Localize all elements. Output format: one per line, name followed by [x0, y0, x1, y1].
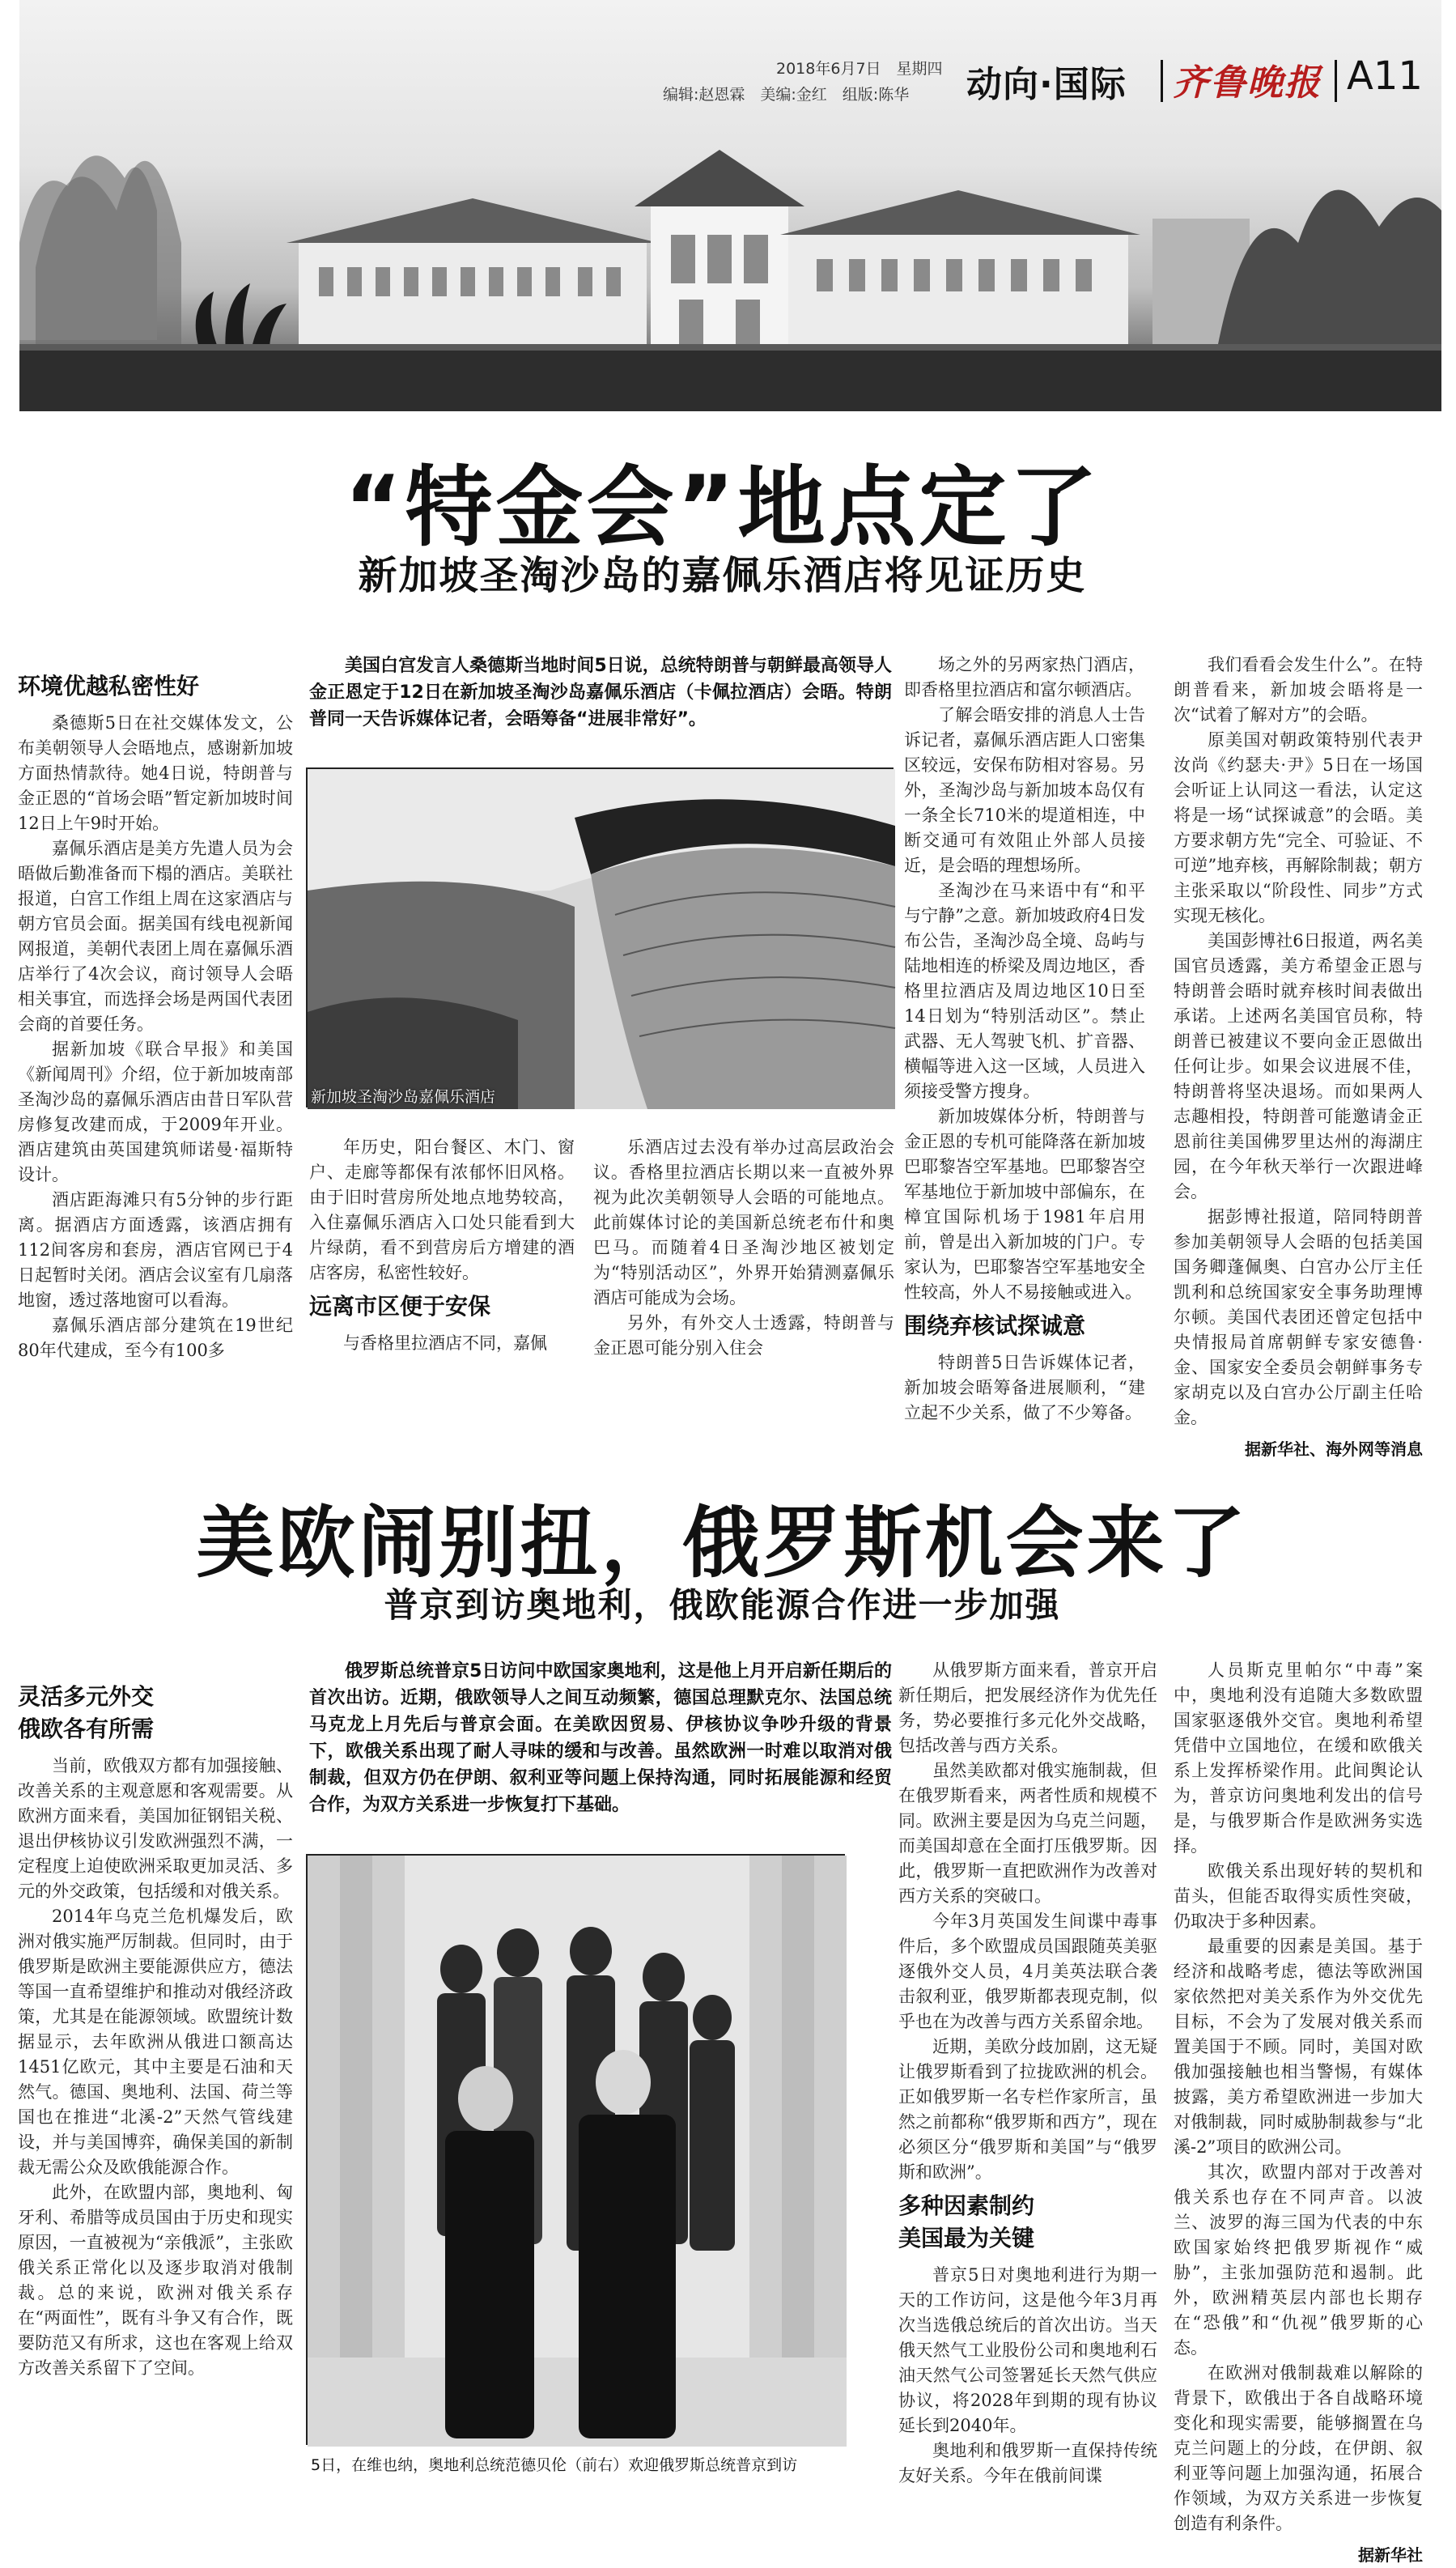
- story1-subhead: 新加坡圣淘沙岛的嘉佩乐酒店将见证历史: [358, 553, 1087, 598]
- hotel-photo: [306, 767, 894, 1108]
- paragraph: 了解会晤安排的消息人士告诉记者，嘉佩乐酒店距人口密集区较远，安保布防相对容易。另外，圣淘沙岛与新加坡本岛仅有一条全长710米的堤道相连，中断交通可有效阻止外部人员接近，是会晤的理想场所。: [904, 705, 1145, 875]
- hotel-photo-graphic: [308, 769, 895, 1109]
- putin-vienna-photo-graphic: [308, 1856, 847, 2447]
- paragraph: 原美国对朝政策特别代表尹汝尚《约瑟夫·尹》5日在一场国会听证上认同这一看法，认定这将是一场“试探诚意”的会晤。美方要求朝方先“完全、可验证、不可逆”地弃核，再解除制裁；朝方主张采取以“阶段性、同步”方式实现无核化。: [1174, 730, 1423, 925]
- paragraph: 圣淘沙在马来语中有“和平与宁静”之意。新加坡政府4日发布公告，圣淘沙岛全境、岛屿与陆地相连的桥梁及周边地区，香格里拉酒店及周边地区10日至14日划为“特别活动区”。禁止武器、无人驾驶飞机、扩音器、横幅等进入这一区域，人员进入须接受警方搜身。: [904, 881, 1145, 1101]
- section-heading: 多种因素制约: [898, 2192, 1035, 2219]
- story2-column-2: [898, 1658, 1157, 2485]
- story2-headline: 美欧闹别扭，俄罗斯机会来了: [196, 1498, 1249, 1588]
- lead-paragraph: 俄罗斯总统普京5日访问中欧国家奥地利，这是他上月开启新任期后的首次出访。近期，俄欧领导人之间互动频繁，德国总理默克尔、法国总统马克龙上月先后与普京会面。在美欧因贸易、伊核协议争吵升级的背景下，欧俄关系出现了耐人寻味的缓和与改善。虽然欧洲一时难以取消对俄制裁，但双方仍在伊朗、叙利亚等问题上保持沟通，同时拓展能源和经贸合作，为双方关系进一步恢复打下基础。: [309, 1661, 892, 1815]
- section-heading: 围绕弃核试探诚意: [904, 1312, 1086, 1339]
- editor-credits: 编辑:赵恩霖 美编:金红 组版:陈华: [663, 86, 910, 104]
- story2-lead: [309, 1658, 892, 1860]
- paragraph: 美国彭博社6日报道，两名美国官员透露，美方希望金正恩与特朗普会晤时就弃核时间表做出承诺。上述两名美国官员称，特朗普已被建议不要向金正恩做出任何让步。如果会议进展不佳，特朗普将坚决退场。而如果两人志趣相投，特朗普可能邀请金正恩前往美国佛罗里达州的海湖庄园，在今年秋天举行一次跟进峰会。: [1174, 931, 1423, 1201]
- paragraph: 虽然美欧都对俄实施制裁，但在俄罗斯看来，两者性质和规模不同。欧洲主要是因为乌克兰问题，而美国却意在全面打压俄罗斯。因此，俄罗斯一直把欧洲作为改善对西方关系的突破口。: [898, 1761, 1157, 1906]
- paragraph: 其次，欧盟内部对于改善对俄关系也存在不同声音。以波兰、波罗的海三国为代表的中东欧国家始终把俄罗斯视作“威胁”，主张加强防范和遏制。此外，欧洲精英层内部也长期存在“恐俄”和“仇视”俄罗斯的心态。: [1174, 2162, 1423, 2358]
- paragraph: 据新加坡《联合早报》和美国《新闻周刊》介绍，位于新加坡南部圣淘沙岛的嘉佩乐酒店由昔日军队营房修复改建而成，于2009年开业。酒店建筑由英国建筑师诺曼·福斯特设计。: [18, 1040, 293, 1184]
- story1-column-1: [18, 665, 293, 1443]
- paragraph: 场之外的另两家热门酒店，即香格里拉酒店和富尔顿酒店。: [904, 655, 1145, 699]
- paragraph: 另外，有外交人士透露，特朗普与金正恩可能分别入住会: [593, 1313, 894, 1358]
- section-heading: 环境优越私密性好: [18, 673, 200, 699]
- section-heading: 俄欧各有所需: [18, 1716, 155, 1742]
- page-number: A11: [1347, 53, 1423, 99]
- putin-vienna-photo: [306, 1854, 845, 2445]
- story1-column-5: [1174, 653, 1423, 1459]
- story2-subhead: 普京到访奥地利，俄欧能源合作进一步加强: [384, 1585, 1061, 1625]
- paragraph: 与香格里拉酒店不同，嘉佩: [343, 1333, 547, 1353]
- paragraph: 据彭博社报道，陪同特朗普参加美朝领导人会晤的包括美国国务卿蓬佩奥、白宫办公厅主任凯利和总统国家安全事务助理博尔顿。美国代表团还曾定包括中央情报局首席朝鲜专家安德鲁·金、国家安全委员会朝鲜事务专家胡克以及白宫办公厅副主任哈金。: [1174, 1207, 1423, 1427]
- story1-column-3: [593, 1135, 894, 1443]
- paragraph: 从俄罗斯方面来看，普京开启新任期后，把发展经济作为优先任务，势必要推行多元化外交战略，包括改善与西方关系。: [898, 1660, 1157, 1755]
- paragraph: 近期，美欧分歧加剧，这无疑让俄罗斯看到了拉拢欧洲的机会。正如俄罗斯一名专栏作家所言，虽然之前都称“俄罗斯和西方”，现在必须区分“俄罗斯和美国”与“俄罗斯和欧洲”。: [898, 2037, 1157, 2182]
- paragraph: 乐酒店过去没有举办过高层政治会议。香格里拉酒店长期以来一直被外界视为此次美朝领导人会晤的可能地点。此前媒体讨论的美国新总统老布什和奥巴马。而随着4日圣淘沙地区被划定为“特别活动区”，外界开始猜测嘉佩乐酒店可能成为会场。: [593, 1137, 894, 1307]
- paragraph: 在欧洲对俄制裁难以解除的背景下，欧俄出于各自战略环境变化和现实需要，能够搁置在乌克兰问题上的分歧，在伊朗、叙利亚等问题上加强沟通，拓展合作领域，为双方关系进一步恢复创造有利条件。: [1174, 2363, 1423, 2533]
- section-heading: 灵活多元外交: [18, 1683, 155, 1710]
- paragraph: 嘉佩乐酒店部分建筑在19世纪80年代建成，至今有100多: [18, 1316, 293, 1360]
- paragraph: 奥地利和俄罗斯一直保持传统友好关系。今年在俄前间谍: [898, 2441, 1157, 2485]
- story2-column-3: [1174, 1658, 1423, 2565]
- publication-date: 2018年6月7日 星期四: [776, 60, 943, 78]
- masthead-divider: [1335, 60, 1337, 102]
- story1-headline: “特金会”地点定了: [344, 457, 1101, 559]
- paragraph: 最重要的因素是美国。基于经济和战略考虑，德法等欧洲国家依然把对美关系作为外交优先目标，不会为了发展对俄关系而置美国于不顾。同时，美国对欧俄加强接触也相当警惕，有媒体披露，美方希望欧洲进一步加大对俄制裁，同时威胁制裁参与“北溪-2”项目的欧洲公司。: [1174, 1937, 1423, 2157]
- putin-photo-caption: 5日，在维也纳，奥地利总统范德贝伦（前右）欢迎俄罗斯总统普京到访: [311, 2456, 798, 2474]
- paragraph: 嘉佩乐酒店是美方先遣人员为会晤做后勤准备而下榻的酒店。美联社报道，白宫工作组上周在这家酒店与朝方官员会面。据美国有线电视新闻网报道，美朝代表团上周在嘉佩乐酒店举行了4次会议，商讨领导人会晤相关事宜，而选择会场是两国代表团会商的首要任务。: [18, 839, 293, 1034]
- paragraph: 欧俄关系出现好转的契机和苗头，但能否取得实质性突破，仍取决于多种因素。: [1174, 1861, 1423, 1931]
- newspaper-logo: 齐鲁晚报: [1173, 62, 1322, 104]
- section-heading: 美国最为关键: [898, 2225, 1035, 2251]
- hero-photo-resort: [19, 0, 1441, 411]
- paragraph: 酒店距海滩只有5分钟的步行距离。据酒店方面透露，该酒店拥有112间客房和套房，酒店官网已于4日起暂时关闭。酒店会议室有几扇落地窗，透过落地窗可以看海。: [18, 1190, 293, 1310]
- paragraph: 我们看看会发生什么”。在特朗普看来，新加坡会晤将是一次“试着了解对方”的会晤。: [1174, 655, 1423, 725]
- lead-paragraph: 美国白宫发言人桑德斯当地时间5日说，总统特朗普与朝鲜最高领导人金正恩定于12日在新加坡圣淘沙岛嘉佩乐酒店（卡佩拉酒店）会晤。特朗普同一天告诉媒体记者，会晤筹备“进展非常好”。: [309, 656, 892, 729]
- masthead: [663, 53, 1456, 113]
- story1-lead: [309, 653, 892, 758]
- hotel-photo-caption: 新加坡圣淘沙岛嘉佩乐酒店: [311, 1088, 496, 1106]
- story1-column-2: [309, 1135, 575, 1443]
- paragraph: 人员斯克里帕尔“中毒”案中，奥地利没有追随大多数欧盟国家驱逐俄外交官。奥地利希望凭借中立国地位，在缓和欧俄关系上发挥桥梁作用。此间舆论认为，普京访问奥地利发出的信号是，与俄罗斯合作是欧洲务实选择。: [1174, 1660, 1423, 1856]
- paragraph: 2014年乌克兰危机爆发后，欧洲对俄实施严厉制裁。但同时，由于俄罗斯是欧洲主要能源供应方，德法等国一直希望维护和推动对俄经济政策，尤其是在能源领域。欧盟统计数据显示，去年欧洲从俄进口额高达1451亿欧元，其中主要是石油和天然气。德国、奥地利、法国、荷兰等国也在推进“北溪-2”天然气管线建设，并与美国博弈，确保美国的新制裁无需公众及欧俄能源合作。: [18, 1907, 293, 2177]
- story2-source: 据新华社: [1358, 2545, 1423, 2565]
- story2-column-1: [18, 1676, 293, 2473]
- paragraph: 普京5日对奥地利进行为期一天的工作访问，这是他今年3月再次当选俄总统后的首次出访。当天俄天然气工业股份公司和奥地利石油天然气公司签署延长天然气供应协议，将2028年到期的现有协议延长到2040年。: [898, 2265, 1157, 2435]
- section-heading: 远离市区便于安保: [309, 1293, 491, 1320]
- paragraph: 桑德斯5日在社交媒体发文，公布美朝领导人会晤地点，感谢新加坡方面热情款待。她4日说，特朗普与金正恩的“首场会晤”暂定新加坡时间12日上午9时开始。: [18, 713, 293, 833]
- paragraph: 今年3月英国发生间谍中毒事件后，多个欧盟成员国跟随英美驱逐俄外交人员，4月美英法联合袭击叙利亚，俄罗斯都表现克制，似乎也在为改善与西方关系留余地。: [898, 1911, 1157, 2031]
- story1-source: 据新华社、海外网等消息: [1245, 1439, 1423, 1459]
- masthead-divider: [1161, 60, 1163, 102]
- story1-column-4: [904, 653, 1145, 1443]
- paragraph: 年历史，阳台餐区、木门、窗户、走廊等都保有浓郁怀旧风格。由于旧时营房所处地点地势较高，入住嘉佩乐酒店入口处只能看到大片绿荫，看不到营房后方增建的酒店客房，私密性较好。: [309, 1137, 575, 1282]
- paragraph: 新加坡媒体分析，特朗普与金正恩的专机可能降落在新加坡巴耶黎峇空军基地。巴耶黎峇空军基地位于新加坡中部偏东，在樟宜国际机场于1981年启用前，曾是出入新加坡的门户。专家认为，巴耶黎峇空军基地安全性较高，外人不易接触或进入。: [904, 1107, 1145, 1302]
- paragraph: 此外，在欧盟内部，奥地利、匈牙利、希腊等成员国由于历史和现实原因，一直被视为“亲俄派”，主张欧俄关系正常化以及逐步取消对俄制裁。总的来说，欧洲对俄关系存在“两面性”，既有斗争又有合作，既要防范又有所求，这也在客观上给双方改善关系留下了空间。: [18, 2183, 293, 2378]
- paragraph: 当前，欧俄双方都有加强接触、改善关系的主观意愿和客观需要。从欧洲方面来看，美国加征钢铝关税、退出伊核协议引发欧洲强烈不满，一定程度上迫使欧洲采取更加灵活、多元的外交政策，包括缓和对俄关系。: [18, 1756, 293, 1901]
- section-title: 动向·国际: [966, 64, 1127, 105]
- paragraph: 特朗普5日告诉媒体记者，新加坡会晤筹备进展顺利，“建立起不少关系，做了不少筹备。: [904, 1353, 1145, 1422]
